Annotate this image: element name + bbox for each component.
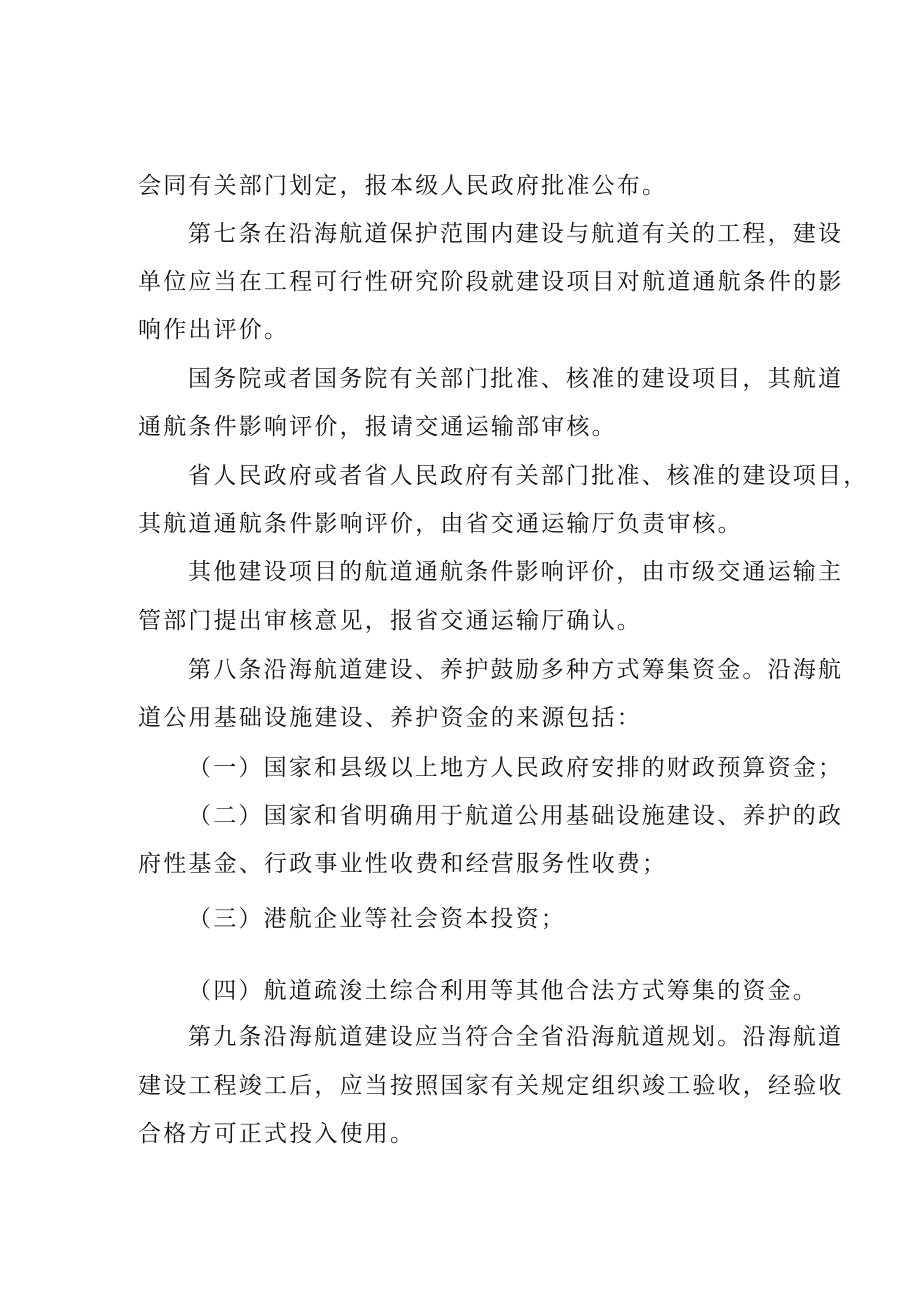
text-line-14: （二）国家和省明确用于航道公用基础设施建设、养护的政 bbox=[188, 803, 844, 829]
text-line-13: （一）国家和县级以上地方人民政府安排的财政预算资金； bbox=[188, 755, 844, 781]
text-line-11: 第八条沿海航道建设、养护鼓励多种方式筹集资金。沿海航 bbox=[188, 657, 844, 683]
text-line-15: 府性基金、行政事业性收费和经营服务性收费； bbox=[138, 851, 668, 877]
text-line-19: 建设工程竣工后，应当按照国家有关规定组织竣工验收，经验收 bbox=[138, 1073, 844, 1099]
text-line-6: 通航条件影响评价，报请交通运输部审核。 bbox=[138, 414, 617, 440]
text-line-2: 第七条在沿海航道保护范围内建设与航道有关的工程，建设 bbox=[188, 221, 844, 247]
text-line-7: 省人民政府或者省人民政府有关部门批准、核准的建设项目， bbox=[188, 463, 869, 489]
text-line-3: 单位应当在工程可行性研究阶段就建设项目对航道通航条件的影 bbox=[138, 269, 844, 295]
text-line-4: 响作出评价。 bbox=[138, 317, 290, 343]
text-line-1: 会同有关部门划定，报本级人民政府批准公布。 bbox=[138, 173, 668, 199]
text-line-18: 第九条沿海航道建设应当符合全省沿海航道规划。沿海航道 bbox=[188, 1024, 844, 1050]
text-line-17: （四）航道疏浚土综合利用等其他合法方式筹集的资金。 bbox=[188, 978, 818, 1004]
text-line-20: 合格方可正式投入使用。 bbox=[138, 1121, 416, 1147]
text-line-9: 其他建设项目的航道通航条件影响评价，由市级交通运输主 bbox=[188, 559, 844, 585]
text-line-5: 国务院或者国务院有关部门批准、核准的建设项目，其航道 bbox=[188, 366, 844, 392]
text-line-12: 道公用基础设施建设、养护资金的来源包括： bbox=[138, 705, 642, 731]
text-line-8: 其航道通航条件影响评价，由省交通运输厅负责审核。 bbox=[138, 511, 743, 537]
text-line-16: （三）港航企业等社会资本投资； bbox=[188, 906, 566, 932]
text-line-10: 管部门提出审核意见，报省交通运输厅确认。 bbox=[138, 608, 642, 634]
